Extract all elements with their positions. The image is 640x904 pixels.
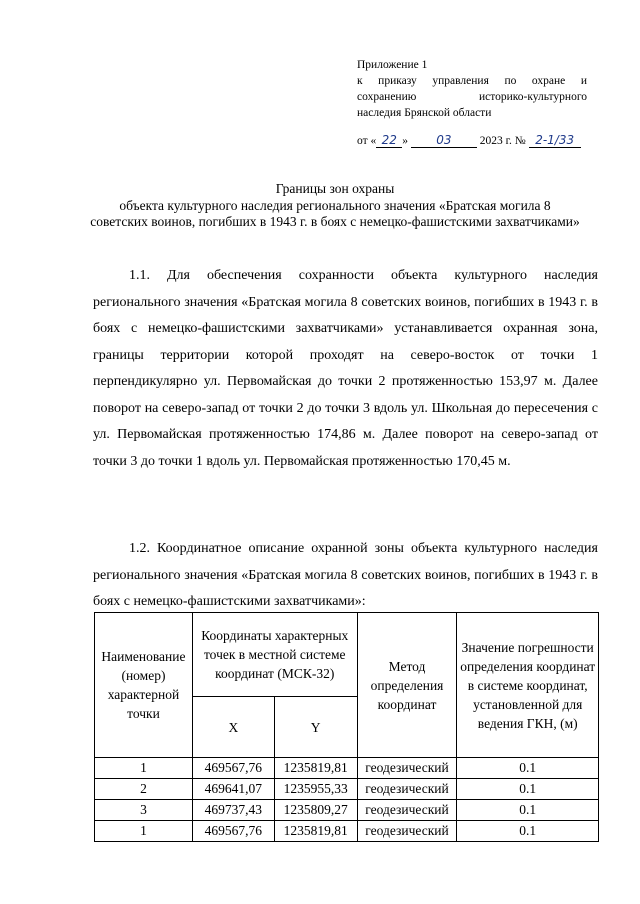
- title-line: Границы зон охраны: [275, 181, 395, 196]
- appendix-title: Приложение 1: [357, 59, 428, 71]
- cell-y: 1235819,81: [274, 821, 357, 842]
- cell-method: геодезический: [357, 779, 457, 800]
- order-line: [357, 133, 597, 149]
- cell-error: 0.1: [457, 800, 599, 821]
- document-title: [90, 181, 580, 231]
- cell-x: 469567,76: [192, 758, 274, 779]
- cell-x: 469641,07: [192, 779, 274, 800]
- header-error: Значение погрешности определения координат в системе координат, установленной для ведения ГКН, (м): [457, 613, 599, 758]
- cell-point: 1: [95, 758, 193, 779]
- appendix-block: [357, 57, 587, 121]
- header-coordinates: Координаты характерных точек в местной системе координат (МСК-32): [192, 613, 357, 697]
- paragraph-1-1: 1.1. Для обеспечения сохранности объекта культурного наследия регионального значения «Братская могила 8 советских воинов, погибших в 1943 г. в боях с немецко-фашистскими захватчиками» устанавливается охранная зона, границы территории которой проходят на северо-восток от точки 1 перпендикулярно ул. Первомайская до точки 2 протяженностью 153,97 м. Далее поворот на северо-запад от точки 2 до точки 3 вдоль ул. Школьная до пересечения с ул. Первомайская протяженностью 174,86 м. Далее поворот на северо-запад от точки 3 до точки 1 вдоль ул. Первомайская протяженностью 170,45 м.: [93, 268, 598, 469]
- coordinates-table: [94, 612, 599, 842]
- table-row: [95, 758, 599, 779]
- cell-error: 0.1: [457, 779, 599, 800]
- cell-error: 0.1: [457, 821, 599, 842]
- header-x: X: [192, 697, 274, 758]
- cell-method: геодезический: [357, 800, 457, 821]
- appendix-line: сохранению историко-культурного: [357, 91, 587, 103]
- header-method: Метод определения координат: [357, 613, 457, 758]
- order-day: 22: [376, 134, 402, 148]
- header-point-name: Наименование (номер) характерной точки: [95, 613, 193, 758]
- paragraph-1-2: 1.2. Координатное описание охранной зоны объекта культурного наследия регионального значения «Братская могила 8 советских воинов, погибших в 1943 г. в боях с немецко-фашистскими захватчиками»:: [93, 541, 598, 609]
- cell-method: геодезический: [357, 758, 457, 779]
- cell-point: 1: [95, 821, 193, 842]
- cell-y: 1235955,33: [274, 779, 357, 800]
- cell-y: 1235819,81: [274, 758, 357, 779]
- order-year: 2023 г. №: [479, 135, 526, 147]
- appendix-line: к приказу управления по охране и: [357, 75, 587, 87]
- table-row: [95, 779, 599, 800]
- order-mid: »: [402, 135, 408, 147]
- order-month: 03: [411, 134, 477, 148]
- order-number: 2-1/33: [529, 134, 581, 148]
- title-subject: объекта культурного наследия регионального значения «Братская могила 8 советских воинов, погибших в 1943 г. в боях с немецко-фашистскими захватчиками»: [90, 197, 580, 229]
- table-row: [95, 800, 599, 821]
- cell-x: 469737,43: [192, 800, 274, 821]
- order-prefix: от «: [357, 135, 377, 147]
- header-y: Y: [274, 697, 357, 758]
- cell-error: 0.1: [457, 758, 599, 779]
- cell-point: 2: [95, 779, 193, 800]
- cell-method: геодезический: [357, 821, 457, 842]
- table-row: [95, 821, 599, 842]
- cell-x: 469567,76: [192, 821, 274, 842]
- cell-point: 3: [95, 800, 193, 821]
- cell-y: 1235809,27: [274, 800, 357, 821]
- appendix-line: наследия Брянской области: [357, 107, 492, 119]
